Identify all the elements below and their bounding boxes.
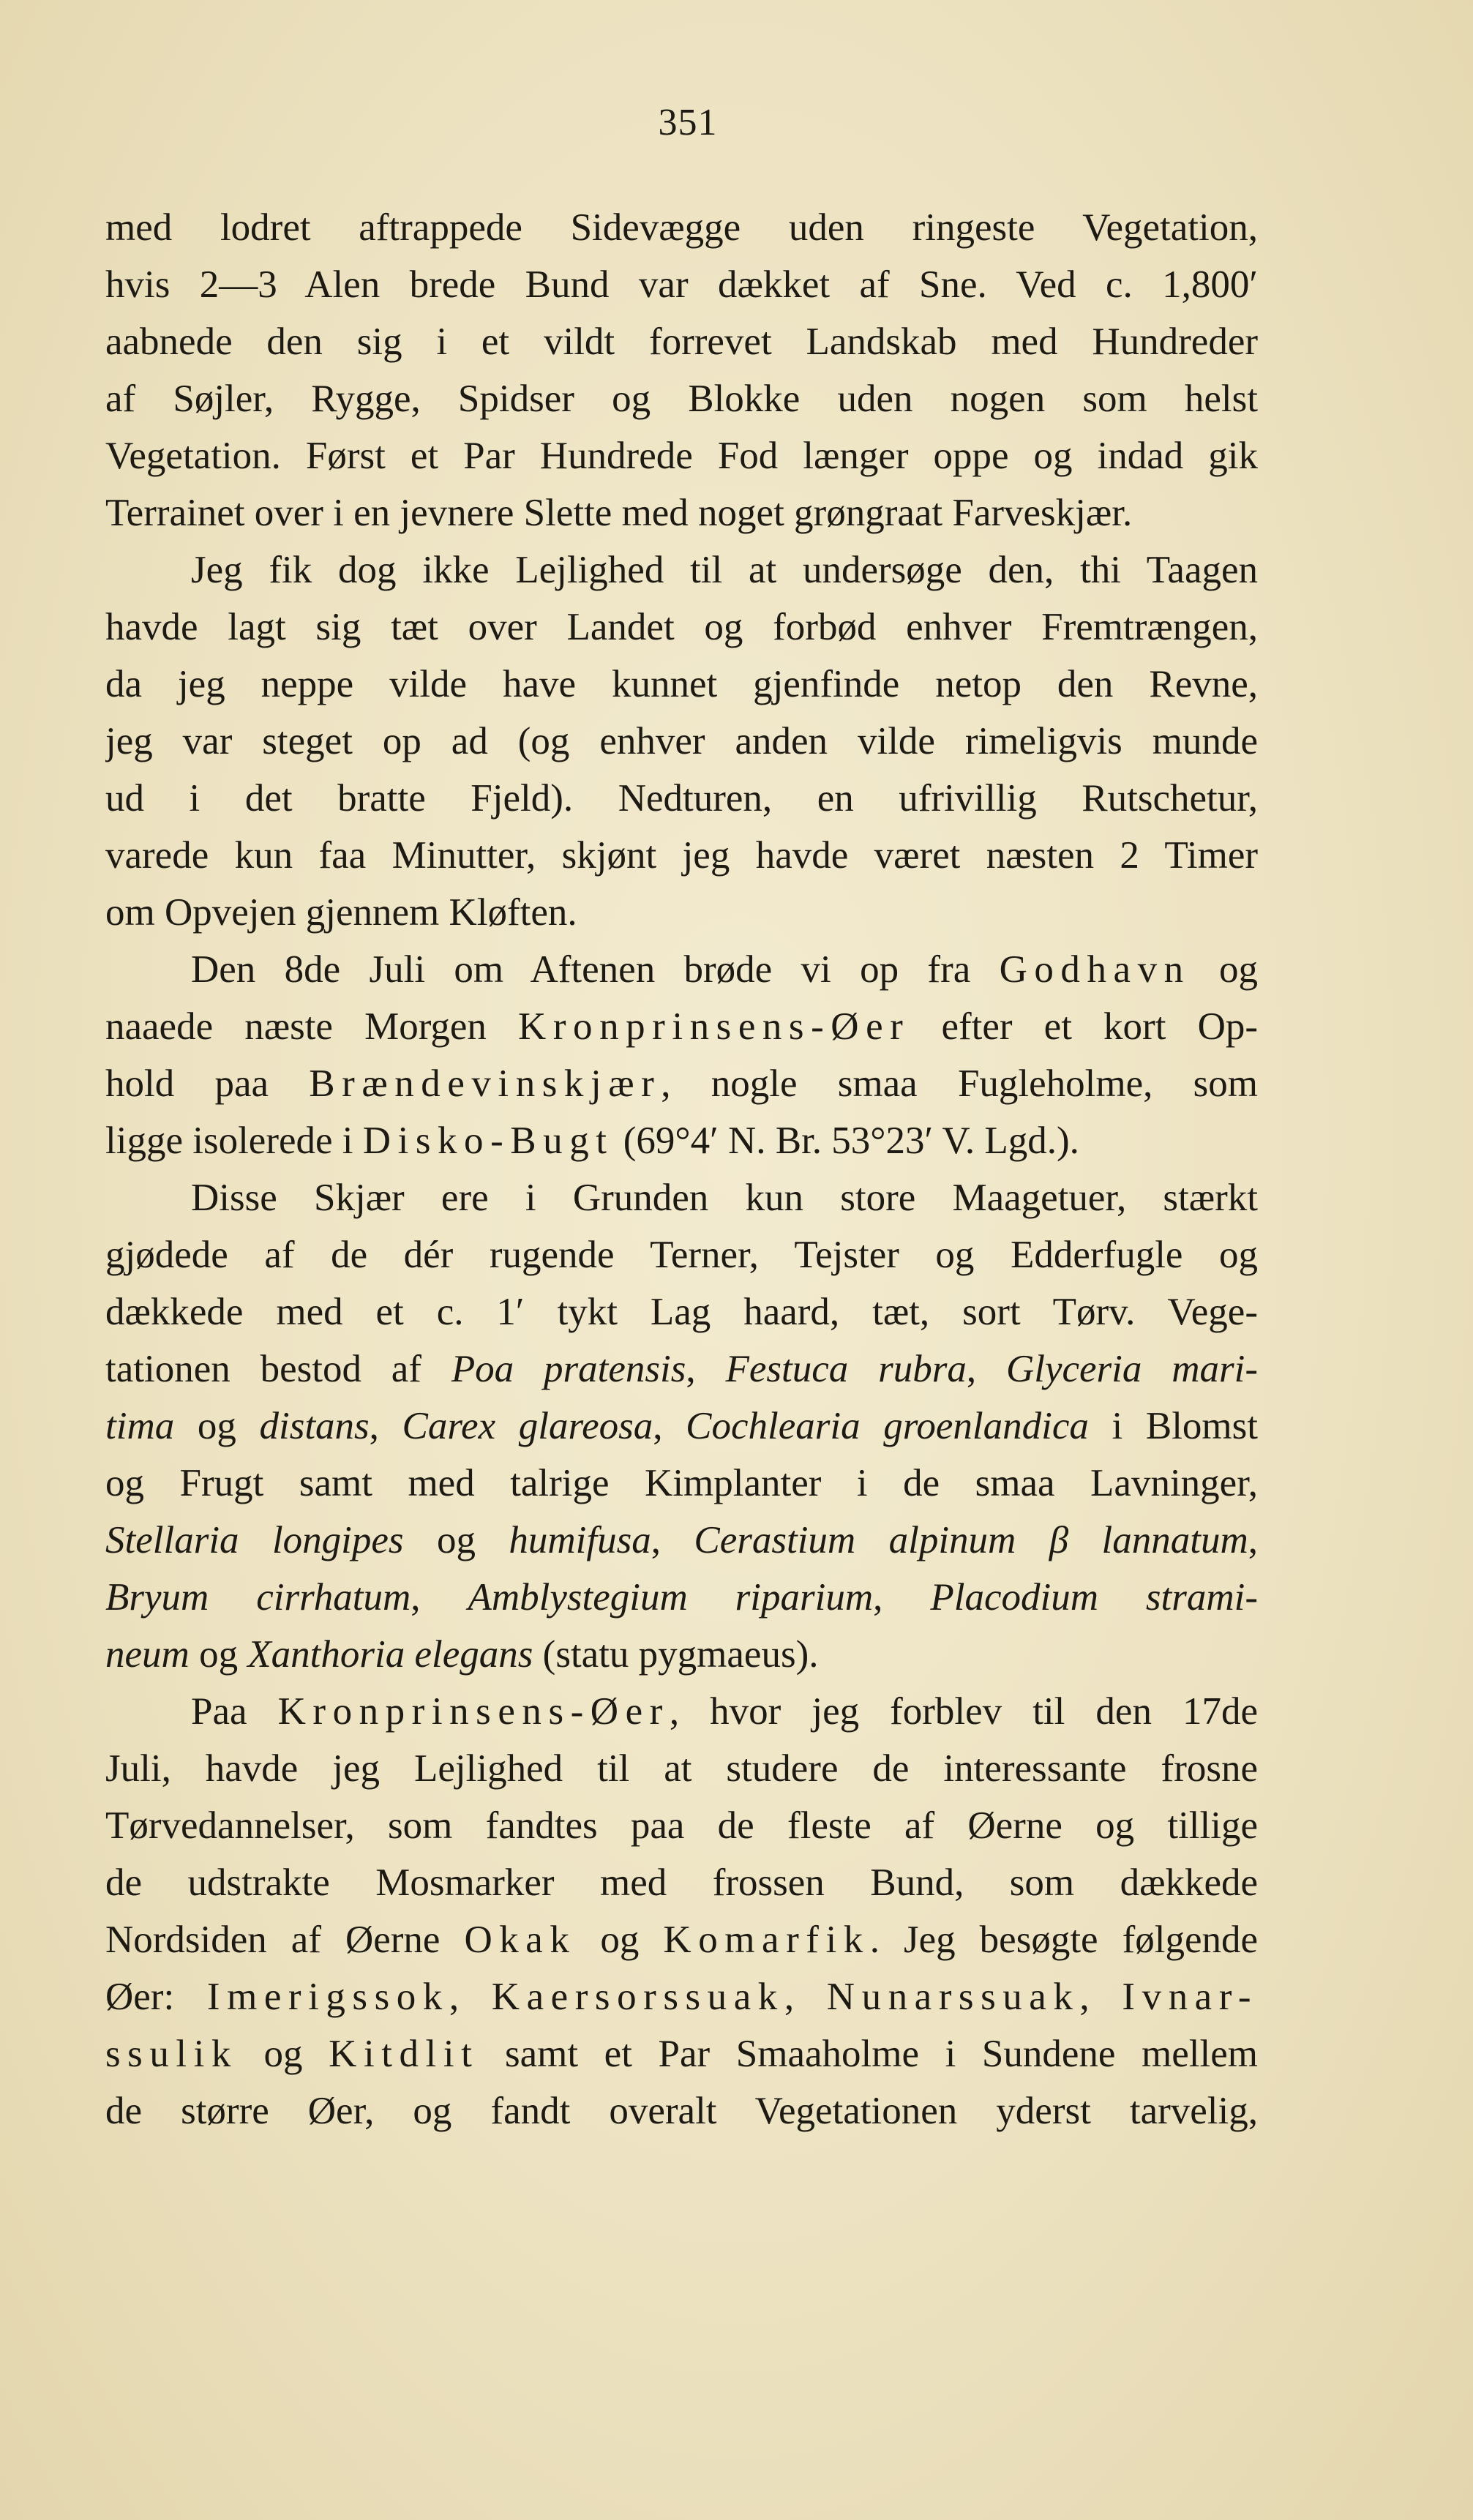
text-segment: Juli, havde jeg Lejlighed til at studere de interessante frosne: [105, 1747, 1258, 1790]
text-line: [105, 1112, 1258, 1169]
text-segment: samt et Par Smaaholme i Sundene mellem: [479, 2033, 1258, 2075]
text-line: [105, 998, 1258, 1055]
text-segment: ,: [966, 1348, 1006, 1390]
text-segment: Øer:: [105, 1976, 207, 2018]
text-segment: ,: [411, 1576, 468, 1619]
text-segment: med lodret aftrappede Sidevægge uden ringeste Vegetation,: [105, 206, 1258, 249]
spaced-place-name: Nunarssuak: [826, 1976, 1080, 2018]
spaced-place-name: Imerigssok: [206, 1976, 449, 2018]
italic-species-name: Cochlearia groenlandica: [686, 1405, 1089, 1447]
text-segment: og: [403, 1519, 509, 1561]
text-segment: (69°4′ N. Br. 53°23′ V. Lgd.).: [613, 1120, 1079, 1162]
text-segment: ud i det bratte Fjeld). Nedturen, en ufrivillig Rutschetur,: [105, 777, 1258, 820]
text-segment: og: [174, 1405, 260, 1447]
text-segment: ,: [651, 1519, 694, 1561]
text-segment: jeg var steget op ad (og enhver anden vilde rimeligvis munde: [105, 720, 1258, 762]
spaced-place-name: Kitdlit: [329, 2033, 479, 2075]
text-segment: og Frugt samt med talrige Kimplanter i de smaa Lavninger,: [105, 1462, 1258, 1504]
italic-species-name: Xanthoria elegans: [247, 1633, 533, 1676]
text-line: [105, 1055, 1258, 1112]
text-line: [105, 1626, 1258, 1683]
text-segment: og: [576, 1919, 664, 1961]
spaced-place-name: Kronprinsens-Øer: [518, 1005, 910, 1048]
text-line: [105, 599, 1258, 656]
italic-species-name: Cerastium alpinum β lannatum: [694, 1519, 1248, 1561]
italic-species-name: distans: [259, 1405, 370, 1447]
text-line: [105, 1283, 1258, 1340]
italic-species-name: Poa pratensis: [451, 1348, 686, 1390]
text-line: [105, 484, 1258, 541]
text-segment: gjødede af de dér rugende Terner, Tejster og Edderfugle og: [105, 1234, 1258, 1276]
text-segment: , hvor jeg forblev til den 17de: [669, 1690, 1258, 1733]
italic-species-name: Glyceria mari-: [1005, 1348, 1258, 1390]
italic-species-name: Amblystegium riparium: [468, 1576, 874, 1619]
text-line: [105, 2082, 1258, 2140]
text-line: [105, 941, 1258, 998]
text-segment: Nordsiden af Øerne: [105, 1919, 465, 1961]
text-segment: ,: [686, 1348, 726, 1390]
text-segment: Terrainet over i en jevnere Slette med noget grøngraat Farveskjær.: [105, 492, 1133, 534]
italic-species-name: Carex glareosa: [402, 1405, 653, 1447]
spaced-place-name: Disko-Bugt: [362, 1120, 614, 1162]
text-line: [105, 656, 1258, 713]
text-line: [105, 1398, 1258, 1455]
spaced-place-name: Kronprinsens-Øer: [277, 1690, 670, 1733]
text-segment: hvis 2—3 Alen brede Bund var dækket af Sne. Ved c. 1,800′: [105, 263, 1258, 306]
text-segment: Disse Skjær ere i Grunden kun store Maagetuer, stærkt: [191, 1177, 1258, 1219]
text-line: [105, 1455, 1258, 1512]
text-segment: om Opvejen gjennem Kløften.: [105, 891, 577, 934]
text-segment: i Blomst: [1088, 1405, 1258, 1447]
text-segment: Tørvedannelser, som fandtes paa de fleste af Øerne og tillige: [105, 1804, 1258, 1847]
text-segment: ,: [369, 1405, 402, 1447]
text-line: [105, 1797, 1258, 1854]
text-line: [105, 1569, 1258, 1626]
text-line: [105, 884, 1258, 941]
text-segment: . Jeg besøgte følgende: [869, 1919, 1258, 1961]
text-segment: ligge isolerede i: [105, 1120, 363, 1162]
italic-species-name: Festuca rubra: [725, 1348, 967, 1390]
text-line: [105, 1226, 1258, 1283]
text-segment: ,: [449, 1976, 492, 2018]
text-line: [105, 1911, 1258, 1968]
text-segment: og: [1190, 948, 1258, 991]
text-line: [105, 427, 1258, 484]
text-segment: aabnede den sig i et vildt forrevet Landskab med Hundreder: [105, 320, 1258, 363]
spaced-place-name: ssulik: [105, 2033, 238, 2075]
text-segment: ,: [653, 1405, 686, 1447]
italic-species-name: Placodium strami-: [930, 1576, 1258, 1619]
text-line: [105, 1968, 1258, 2025]
text-segment: efter et kort Op-: [910, 1005, 1258, 1048]
text-line: [105, 370, 1258, 427]
text-line: [105, 1340, 1258, 1398]
text-segment: og: [237, 2033, 329, 2075]
spaced-place-name: Komarfik: [663, 1919, 870, 1961]
text-line: [105, 770, 1258, 827]
text-segment: ,: [1248, 1519, 1258, 1561]
page-number: 351: [658, 102, 718, 143]
text-line: [105, 2025, 1258, 2082]
text-line: [105, 1683, 1258, 1740]
text-segment: Vegetation. Først et Par Hundrede Fod længer oppe og indad gik: [105, 435, 1258, 477]
italic-species-name: neum: [105, 1633, 190, 1676]
text-segment: naaede næste Morgen: [105, 1005, 519, 1048]
text-line: [105, 1740, 1258, 1797]
spaced-place-name: Godhavn: [999, 948, 1191, 991]
italic-species-name: tima: [105, 1405, 175, 1447]
text-segment: tationen bestod af: [105, 1348, 451, 1390]
text-segment: af Søjler, Rygge, Spidser og Blokke uden nogen som helst: [105, 378, 1258, 420]
spaced-place-name: Kaersorssuak: [491, 1976, 784, 2018]
text-segment: Paa: [191, 1690, 278, 1733]
italic-species-name: humifusa: [509, 1519, 651, 1561]
text-line: [105, 1512, 1258, 1569]
text-segment: dækkede med et c. 1′ tykt Lag haard, tæt, sort Tørv. Vege-: [105, 1291, 1258, 1333]
text-line: [105, 199, 1258, 256]
italic-species-name: Stellaria longipes: [105, 1519, 404, 1561]
spaced-place-name: Ivnar-: [1122, 1976, 1258, 2018]
text-segment: da jeg neppe vilde have kunnet gjenfinde netop den Revne,: [105, 663, 1258, 705]
text-segment: (statu pygmaeus).: [533, 1633, 819, 1676]
body-text: [105, 199, 1258, 2394]
text-segment: de udstrakte Mosmarker med frossen Bund, som dækkede: [105, 1861, 1258, 1904]
text-segment: de større Øer, og fandt overalt Vegetationen yderst tarvelig,: [105, 2090, 1258, 2132]
text-line: [105, 541, 1258, 599]
text-segment: Den 8de Juli om Aftenen brøde vi op fra: [191, 948, 1000, 991]
text-segment: ,: [873, 1576, 931, 1619]
text-segment: hold paa: [105, 1062, 310, 1105]
text-segment: havde lagt sig tæt over Landet og forbød enhver Fremtrængen,: [105, 606, 1258, 648]
text-segment: og: [189, 1633, 248, 1676]
text-segment: ,: [784, 1976, 827, 2018]
text-segment: Jeg fik dog ikke Lejlighed til at undersøge den, thi Taagen: [191, 549, 1258, 591]
text-line: [105, 256, 1258, 313]
text-line: [105, 713, 1258, 770]
spaced-place-name: Brændevinskjær: [309, 1062, 661, 1105]
text-segment: varede kun faa Minutter, skjønt jeg havde været næsten 2 Timer: [105, 834, 1258, 877]
text-line: [105, 1854, 1258, 1911]
text-line: [105, 1169, 1258, 1226]
text-line: [105, 313, 1258, 370]
text-segment: , nogle smaa Fugleholme, som: [661, 1062, 1258, 1105]
text-segment: ,: [1079, 1976, 1122, 2018]
text-line: [105, 827, 1258, 884]
spaced-place-name: Okak: [464, 1919, 577, 1961]
italic-species-name: Bryum cirrhatum: [105, 1576, 411, 1619]
